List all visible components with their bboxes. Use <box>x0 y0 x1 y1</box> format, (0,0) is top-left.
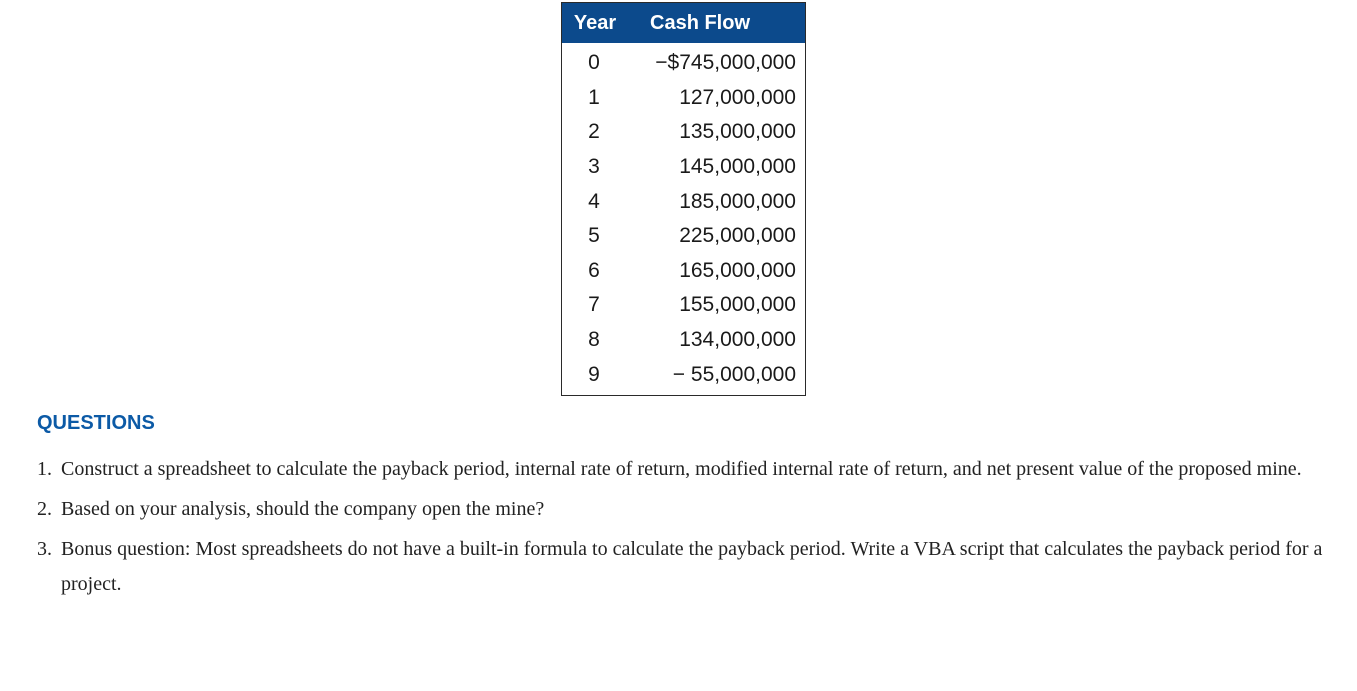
cash-flow-cell: 155,000,000 <box>679 293 796 317</box>
cash-flow-cell: 145,000,000 <box>679 155 796 179</box>
question-number: 1. <box>37 458 52 480</box>
question-text: Bonus question: Most spreadsheets do not have a built-in formula to calculate the payback period. Write a VBA script that calculates the payback period for a project. <box>61 538 1323 595</box>
cash-flow-cell: 185,000,000 <box>679 189 796 213</box>
year-cell: 5 <box>588 224 600 248</box>
table-row <box>562 323 805 358</box>
question-item <box>37 532 1327 602</box>
year-cell: 2 <box>588 120 600 144</box>
table-row <box>562 46 805 81</box>
cash-flow-cell: 135,000,000 <box>679 120 796 144</box>
question-text: Based on your analysis, should the company open the mine? <box>61 498 545 520</box>
table-row <box>562 150 805 185</box>
cash-flow-cell: 127,000,000 <box>679 85 796 109</box>
question-item <box>37 452 1327 487</box>
question-number: 2. <box>37 498 52 520</box>
cash-flow-table <box>561 2 806 396</box>
question-text: Construct a spreadsheet to calculate the payback period, internal rate of return, modified internal rate of return, and net present value of the proposed mine. <box>61 458 1302 480</box>
questions-list <box>37 452 1327 607</box>
table-row <box>562 288 805 323</box>
cash-flow-column-header: Cash Flow <box>650 11 751 34</box>
year-cell: 1 <box>588 85 600 109</box>
table-row <box>562 184 805 219</box>
year-column-header: Year <box>573 11 617 34</box>
year-cell: 0 <box>588 51 600 75</box>
cash-flow-cell: −$745,000,000 <box>655 51 796 75</box>
question-item <box>37 492 1327 527</box>
year-cell: 7 <box>588 293 600 317</box>
question-number: 3. <box>37 538 52 560</box>
table-row <box>562 357 805 392</box>
table-row <box>562 115 805 150</box>
table-row <box>562 254 805 289</box>
cash-flow-cell: 225,000,000 <box>679 224 796 248</box>
table-row <box>562 81 805 116</box>
year-cell: 3 <box>588 155 600 179</box>
cash-flow-cell: 165,000,000 <box>679 258 796 282</box>
table-row <box>562 219 805 254</box>
cash-flow-cell: − 55,000,000 <box>672 362 796 386</box>
table-body <box>562 43 805 395</box>
year-cell: 4 <box>588 189 600 213</box>
year-cell: 8 <box>588 328 600 352</box>
year-cell: 9 <box>588 362 600 386</box>
year-cell: 6 <box>588 258 600 282</box>
questions-heading: QUESTIONS <box>37 412 155 434</box>
cash-flow-cell: 134,000,000 <box>679 328 796 352</box>
table-header <box>562 3 805 43</box>
